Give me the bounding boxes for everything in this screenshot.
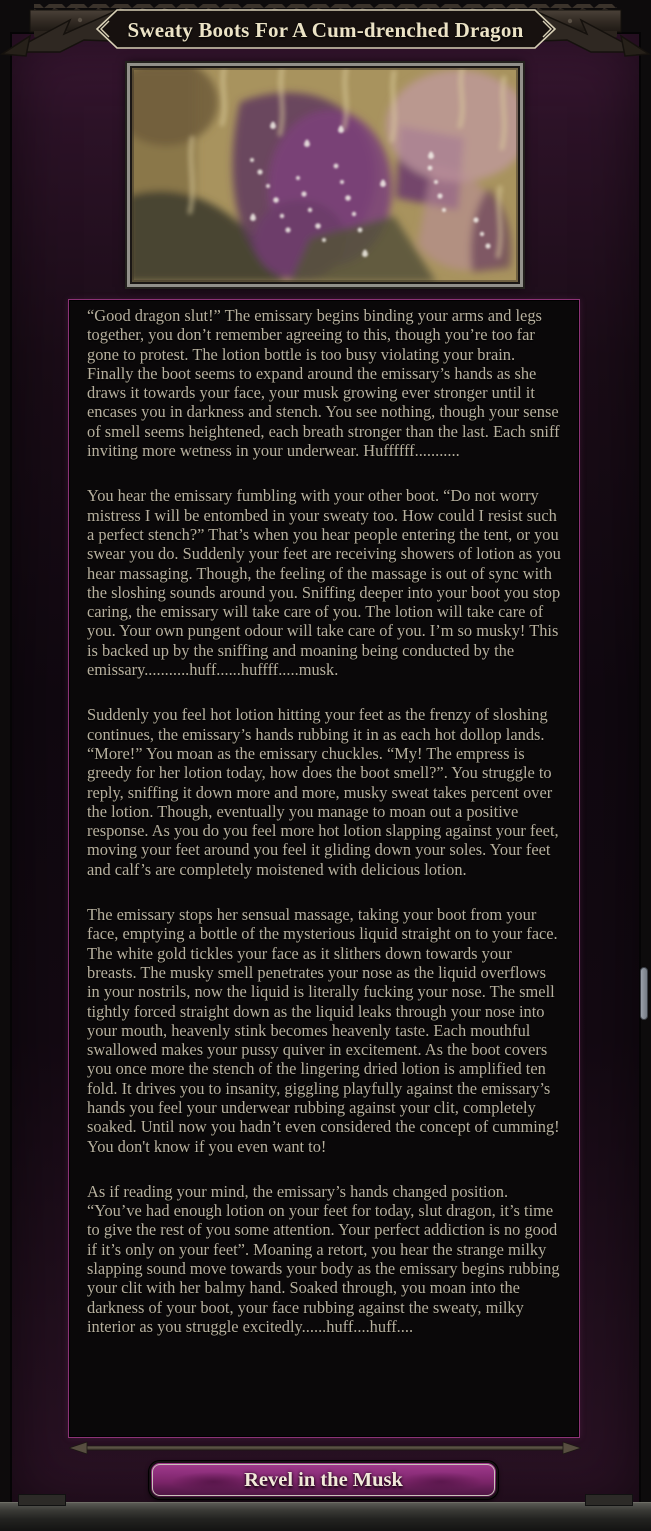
title-banner bbox=[0, 7, 651, 51]
story-paragraph: Suddenly you feel hot lotion hitting your feet as the frenzy of sloshing continues, the emissary’s hands rubbing it in as each hot dollop lands. “More!” You moan as the emissary chuckles. “My! The empress is greedy for her lotion today, how does the boot smell?”. You struggle to reply, sniffing it down more and more, musky sweat takes percent over the lotion. Though, eventually you manage to moan out a positive response. As you do you feel more hot lotion slapping against your feet, moving your feet around you feel it gliding down your soles. Your feet and calf’s are completely moistened with delicious lotion. bbox=[87, 705, 559, 879]
bottom-frame-bar bbox=[0, 1502, 651, 1531]
scene-illustration bbox=[127, 63, 523, 287]
story-paragraph: The emissary stops her sensual massage, taking your boot from your face, emptying a bottle of the mysterious liquid straight on to your face. The white gold tickles your face as it slithers down towards your breasts. The musky smell penetrates your nose as the liquid overflows in your nostrils, now the liquid is literally fucking your nose. The smell tightly forced straight down as the liquid leaks through your nose into your mouth, heavenly stink becomes heavenly taste. Each mouthful swallowed makes your pussy quiver in excitement. As the boot covers you once more the stench of the lingering dried lotion is amplified ten fold. It drives you to insanity, giggling playfully against the emissary’s hands you feel your underwear rubbing against your clit, completely soaked. Until now you hadn’t even considered the concept of cumming! You don't know if you even want to! bbox=[87, 905, 560, 1156]
frame-foot-left bbox=[18, 1494, 66, 1506]
divider-arrow-decoration bbox=[69, 1441, 581, 1455]
frame-foot-right bbox=[585, 1494, 633, 1506]
story-paragraph: You hear the emissary fumbling with your other boot. “Do not worry mistress I will be entombed in your sweaty too. How could I resist such a perfect stench?” That’s when you hear people entering the tent, or you swear you do. Suddenly your feet are receiving showers of lotion as you hear massaging. Though, the feeling of the massage is out of sync with the sloshing sounds around you. Sniffing deeper into your boot you stop caring, the emissary will take care of you. The lotion will take care of you. Your own pungent odour will take care of you. I’m so musky! This is backed up by the sniffing and moaning being conducted by the emissary...........huff......huffff.....musk. bbox=[87, 486, 561, 680]
revel-in-the-musk-button[interactable] bbox=[149, 1461, 498, 1499]
page-title: Sweaty Boots For A Cum-drenched Dragon bbox=[127, 17, 524, 42]
story-paragraph: As if reading your mind, the emissary’s hands changed position. “You’ve had enough lotion on your feet for today, slut dragon, it’s time to give the rest of you some attention. Your perfect addiction is no good if it’s only on your feet”. Moaning a retort, you hear the strange milky slapping sound move towards your body as the emissary begins rubbing your clit with her balmy hand. Soaked through, you moan into the darkness of your boot, your face rubbing against the sweaty, milky interior as you struggle excitedly......huff....huff.... bbox=[87, 1181, 560, 1336]
story-paragraph: “Good dragon slut!” The emissary begins binding your arms and legs together, you don’t remember agreeing to this, though you’re too far gone to protest. The lotion bottle is too busy violating your brain. Finally the boot seems to expand around the emissary’s hands as she draws it towards your face, your musk growing ever stronger until it encases you in darkness and stench. You see nothing, though your sense of smell seems heightened, each breath stronger than the last. Each sniff inviting more wetness in your underwear. Huffffff........... bbox=[87, 306, 560, 461]
button-label: Revel in the Musk bbox=[244, 1468, 403, 1491]
story-panel bbox=[68, 299, 580, 1438]
scrollbar-thumb[interactable] bbox=[640, 967, 648, 1020]
